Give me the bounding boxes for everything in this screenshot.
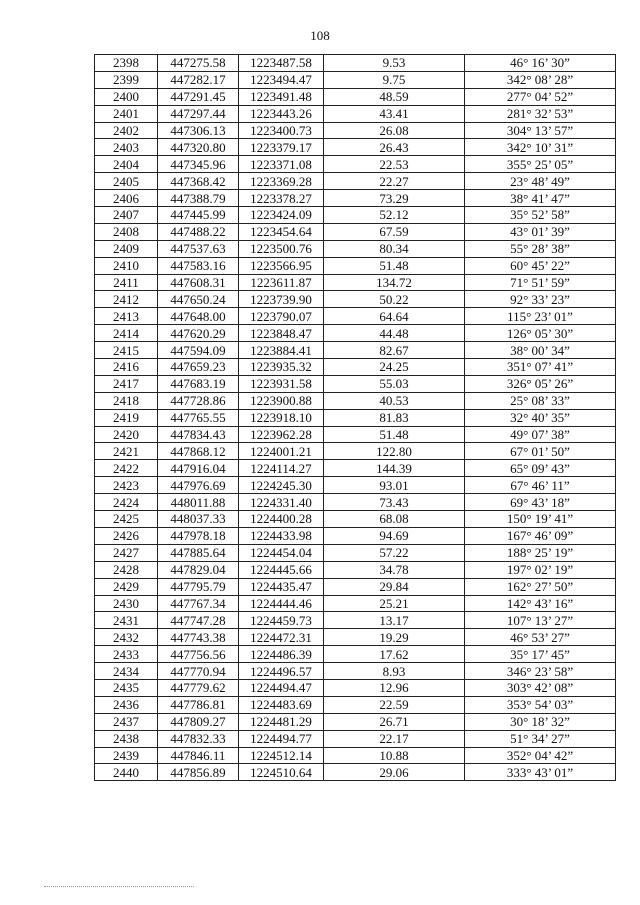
distance-cell: 51.48 <box>324 257 465 274</box>
y-coordinate-cell: 1224510.64 <box>239 764 324 781</box>
table-row <box>95 392 616 409</box>
distance-cell: 122.80 <box>324 443 465 460</box>
point-number-cell: 2412 <box>95 291 158 308</box>
table-row <box>95 88 616 105</box>
y-coordinate-cell: 1223739.90 <box>239 291 324 308</box>
point-number-cell: 2432 <box>95 629 158 646</box>
distance-cell: 12.96 <box>324 679 465 696</box>
point-number-cell: 2428 <box>95 561 158 578</box>
bearing-cell: 69° 43’ 18” <box>465 494 616 511</box>
table-row <box>95 544 616 561</box>
bearing-cell: 115° 23’ 01” <box>465 308 616 325</box>
x-coordinate-cell: 447648.00 <box>158 308 239 325</box>
x-coordinate-cell: 447767.34 <box>158 595 239 612</box>
x-coordinate-cell: 447445.99 <box>158 207 239 224</box>
bearing-cell: 346° 23’ 58” <box>465 663 616 680</box>
bearing-cell: 92° 33’ 23” <box>465 291 616 308</box>
point-number-cell: 2422 <box>95 460 158 477</box>
table-row <box>95 426 616 443</box>
distance-cell: 144.39 <box>324 460 465 477</box>
coordinates-table <box>94 54 616 781</box>
x-coordinate-cell: 447770.94 <box>158 663 239 680</box>
y-coordinate-cell: 1224445.66 <box>239 561 324 578</box>
x-coordinate-cell: 447583.16 <box>158 257 239 274</box>
point-number-cell: 2400 <box>95 88 158 105</box>
point-number-cell: 2439 <box>95 747 158 764</box>
x-coordinate-cell: 447765.55 <box>158 409 239 426</box>
distance-cell: 13.17 <box>324 612 465 629</box>
x-coordinate-cell: 447320.80 <box>158 139 239 156</box>
bearing-cell: 107° 13’ 27” <box>465 612 616 629</box>
bearing-cell: 35° 17’ 45” <box>465 646 616 663</box>
table-row <box>95 122 616 139</box>
table-row <box>95 308 616 325</box>
table-row <box>95 679 616 696</box>
x-coordinate-cell: 447856.89 <box>158 764 239 781</box>
point-number-cell: 2434 <box>95 663 158 680</box>
x-coordinate-cell: 447594.09 <box>158 342 239 359</box>
y-coordinate-cell: 1223487.58 <box>239 55 324 72</box>
footer-scan-mark <box>44 886 194 887</box>
y-coordinate-cell: 1223494.47 <box>239 71 324 88</box>
distance-cell: 48.59 <box>324 88 465 105</box>
x-coordinate-cell: 447809.27 <box>158 713 239 730</box>
bearing-cell: 188° 25’ 19” <box>465 544 616 561</box>
bearing-cell: 333° 43’ 01” <box>465 764 616 781</box>
y-coordinate-cell: 1224496.57 <box>239 663 324 680</box>
table-row <box>95 55 616 72</box>
table-row <box>95 527 616 544</box>
point-number-cell: 2416 <box>95 359 158 376</box>
y-coordinate-cell: 1224433.98 <box>239 527 324 544</box>
point-number-cell: 2403 <box>95 139 158 156</box>
point-number-cell: 2399 <box>95 71 158 88</box>
distance-cell: 51.48 <box>324 426 465 443</box>
point-number-cell: 2413 <box>95 308 158 325</box>
y-coordinate-cell: 1223611.87 <box>239 274 324 291</box>
bearing-cell: 49° 07’ 38” <box>465 426 616 443</box>
bearing-cell: 150° 19’ 41” <box>465 511 616 528</box>
point-number-cell: 2401 <box>95 105 158 122</box>
distance-cell: 8.93 <box>324 663 465 680</box>
y-coordinate-cell: 1223454.64 <box>239 223 324 240</box>
y-coordinate-cell: 1223379.17 <box>239 139 324 156</box>
y-coordinate-cell: 1223900.88 <box>239 392 324 409</box>
x-coordinate-cell: 447832.33 <box>158 730 239 747</box>
table-row <box>95 240 616 257</box>
table-row <box>95 730 616 747</box>
y-coordinate-cell: 1224114.27 <box>239 460 324 477</box>
table-row <box>95 342 616 359</box>
distance-cell: 67.59 <box>324 223 465 240</box>
bearing-cell: 46° 16’ 30” <box>465 55 616 72</box>
distance-cell: 10.88 <box>324 747 465 764</box>
x-coordinate-cell: 447650.24 <box>158 291 239 308</box>
distance-cell: 73.29 <box>324 190 465 207</box>
point-number-cell: 2437 <box>95 713 158 730</box>
y-coordinate-cell: 1224486.39 <box>239 646 324 663</box>
table-row <box>95 511 616 528</box>
x-coordinate-cell: 447786.81 <box>158 696 239 713</box>
x-coordinate-cell: 447368.42 <box>158 173 239 190</box>
x-coordinate-cell: 447846.11 <box>158 747 239 764</box>
table-row <box>95 257 616 274</box>
y-coordinate-cell: 1224444.46 <box>239 595 324 612</box>
table-row <box>95 477 616 494</box>
table-row <box>95 764 616 781</box>
point-number-cell: 2440 <box>95 764 158 781</box>
y-coordinate-cell: 1223918.10 <box>239 409 324 426</box>
y-coordinate-cell: 1223931.58 <box>239 375 324 392</box>
x-coordinate-cell: 447291.45 <box>158 88 239 105</box>
table-row <box>95 747 616 764</box>
distance-cell: 43.41 <box>324 105 465 122</box>
x-coordinate-cell: 447537.63 <box>158 240 239 257</box>
y-coordinate-cell: 1223424.09 <box>239 207 324 224</box>
distance-cell: 22.53 <box>324 156 465 173</box>
point-number-cell: 2425 <box>95 511 158 528</box>
distance-cell: 25.21 <box>324 595 465 612</box>
bearing-cell: 304° 13’ 57” <box>465 122 616 139</box>
y-coordinate-cell: 1223566.95 <box>239 257 324 274</box>
x-coordinate-cell: 447728.86 <box>158 392 239 409</box>
distance-cell: 68.08 <box>324 511 465 528</box>
y-coordinate-cell: 1224459.73 <box>239 612 324 629</box>
table-row <box>95 274 616 291</box>
table-row <box>95 409 616 426</box>
point-number-cell: 2438 <box>95 730 158 747</box>
table-row <box>95 375 616 392</box>
distance-cell: 19.29 <box>324 629 465 646</box>
distance-cell: 50.22 <box>324 291 465 308</box>
point-number-cell: 2426 <box>95 527 158 544</box>
bearing-cell: 32° 40’ 35” <box>465 409 616 426</box>
distance-cell: 17.62 <box>324 646 465 663</box>
distance-cell: 29.84 <box>324 578 465 595</box>
x-coordinate-cell: 448011.88 <box>158 494 239 511</box>
x-coordinate-cell: 447885.64 <box>158 544 239 561</box>
x-coordinate-cell: 447829.04 <box>158 561 239 578</box>
distance-cell: 29.06 <box>324 764 465 781</box>
distance-cell: 55.03 <box>324 375 465 392</box>
point-number-cell: 2435 <box>95 679 158 696</box>
bearing-cell: 353° 54’ 03” <box>465 696 616 713</box>
y-coordinate-cell: 1224454.04 <box>239 544 324 561</box>
y-coordinate-cell: 1223848.47 <box>239 325 324 342</box>
bearing-cell: 303° 42’ 08” <box>465 679 616 696</box>
bearing-cell: 352° 04’ 42” <box>465 747 616 764</box>
y-coordinate-cell: 1224481.29 <box>239 713 324 730</box>
bearing-cell: 351° 07’ 41” <box>465 359 616 376</box>
bearing-cell: 281° 32’ 53” <box>465 105 616 122</box>
bearing-cell: 342° 10’ 31” <box>465 139 616 156</box>
y-coordinate-cell: 1224245.30 <box>239 477 324 494</box>
bearing-cell: 23° 48’ 49” <box>465 173 616 190</box>
table-row <box>95 71 616 88</box>
x-coordinate-cell: 447297.44 <box>158 105 239 122</box>
table-row <box>95 494 616 511</box>
y-coordinate-cell: 1224472.31 <box>239 629 324 646</box>
bearing-cell: 277° 04’ 52” <box>465 88 616 105</box>
distance-cell: 40.53 <box>324 392 465 409</box>
y-coordinate-cell: 1223371.08 <box>239 156 324 173</box>
bearing-cell: 197° 02’ 19” <box>465 561 616 578</box>
x-coordinate-cell: 447388.79 <box>158 190 239 207</box>
distance-cell: 81.83 <box>324 409 465 426</box>
bearing-cell: 162° 27’ 50” <box>465 578 616 595</box>
distance-cell: 22.59 <box>324 696 465 713</box>
distance-cell: 57.22 <box>324 544 465 561</box>
bearing-cell: 38° 41’ 47” <box>465 190 616 207</box>
x-coordinate-cell: 447345.96 <box>158 156 239 173</box>
distance-cell: 9.53 <box>324 55 465 72</box>
bearing-cell: 71° 51’ 59” <box>465 274 616 291</box>
x-coordinate-cell: 447834.43 <box>158 426 239 443</box>
table-row <box>95 595 616 612</box>
point-number-cell: 2415 <box>95 342 158 359</box>
distance-cell: 34.78 <box>324 561 465 578</box>
table-row <box>95 646 616 663</box>
x-coordinate-cell: 447275.58 <box>158 55 239 72</box>
point-number-cell: 2406 <box>95 190 158 207</box>
x-coordinate-cell: 447620.29 <box>158 325 239 342</box>
bearing-cell: 35° 52’ 58” <box>465 207 616 224</box>
table-row <box>95 105 616 122</box>
x-coordinate-cell: 447756.56 <box>158 646 239 663</box>
table-row <box>95 713 616 730</box>
y-coordinate-cell: 1224001.21 <box>239 443 324 460</box>
table-row <box>95 325 616 342</box>
y-coordinate-cell: 1223491.48 <box>239 88 324 105</box>
y-coordinate-cell: 1224494.77 <box>239 730 324 747</box>
bearing-cell: 342° 08’ 28” <box>465 71 616 88</box>
y-coordinate-cell: 1223369.28 <box>239 173 324 190</box>
bearing-cell: 30° 18’ 32” <box>465 713 616 730</box>
point-number-cell: 2402 <box>95 122 158 139</box>
table-row <box>95 156 616 173</box>
point-number-cell: 2409 <box>95 240 158 257</box>
point-number-cell: 2429 <box>95 578 158 595</box>
distance-cell: 22.17 <box>324 730 465 747</box>
distance-cell: 73.43 <box>324 494 465 511</box>
y-coordinate-cell: 1223790.07 <box>239 308 324 325</box>
bearing-cell: 60° 45’ 22” <box>465 257 616 274</box>
point-number-cell: 2411 <box>95 274 158 291</box>
x-coordinate-cell: 447659.23 <box>158 359 239 376</box>
table-row <box>95 578 616 595</box>
x-coordinate-cell: 447978.18 <box>158 527 239 544</box>
bearing-cell: 355° 25’ 05” <box>465 156 616 173</box>
distance-cell: 134.72 <box>324 274 465 291</box>
bearing-cell: 67° 01’ 50” <box>465 443 616 460</box>
y-coordinate-cell: 1223884.41 <box>239 342 324 359</box>
point-number-cell: 2417 <box>95 375 158 392</box>
y-coordinate-cell: 1224435.47 <box>239 578 324 595</box>
point-number-cell: 2436 <box>95 696 158 713</box>
table-body <box>95 55 616 781</box>
x-coordinate-cell: 447306.13 <box>158 122 239 139</box>
table-row <box>95 460 616 477</box>
point-number-cell: 2424 <box>95 494 158 511</box>
bearing-cell: 25° 08’ 33” <box>465 392 616 409</box>
bearing-cell: 55° 28’ 38” <box>465 240 616 257</box>
point-number-cell: 2414 <box>95 325 158 342</box>
distance-cell: 94.69 <box>324 527 465 544</box>
x-coordinate-cell: 447488.22 <box>158 223 239 240</box>
point-number-cell: 2419 <box>95 409 158 426</box>
point-number-cell: 2430 <box>95 595 158 612</box>
y-coordinate-cell: 1224512.14 <box>239 747 324 764</box>
table-row <box>95 190 616 207</box>
bearing-cell: 51° 34’ 27” <box>465 730 616 747</box>
table-row <box>95 291 616 308</box>
y-coordinate-cell: 1223935.32 <box>239 359 324 376</box>
bearing-cell: 67° 46’ 11” <box>465 477 616 494</box>
x-coordinate-cell: 447795.79 <box>158 578 239 595</box>
point-number-cell: 2427 <box>95 544 158 561</box>
point-number-cell: 2421 <box>95 443 158 460</box>
bearing-cell: 65° 09’ 43” <box>465 460 616 477</box>
table-row <box>95 561 616 578</box>
y-coordinate-cell: 1224400.28 <box>239 511 324 528</box>
bearing-cell: 38° 00’ 34” <box>465 342 616 359</box>
point-number-cell: 2420 <box>95 426 158 443</box>
distance-cell: 24.25 <box>324 359 465 376</box>
x-coordinate-cell: 447976.69 <box>158 477 239 494</box>
distance-cell: 93.01 <box>324 477 465 494</box>
table-row <box>95 612 616 629</box>
table-row <box>95 663 616 680</box>
distance-cell: 26.08 <box>324 122 465 139</box>
y-coordinate-cell: 1224331.40 <box>239 494 324 511</box>
distance-cell: 80.34 <box>324 240 465 257</box>
bearing-cell: 167° 46’ 09” <box>465 527 616 544</box>
y-coordinate-cell: 1224494.47 <box>239 679 324 696</box>
y-coordinate-cell: 1224483.69 <box>239 696 324 713</box>
point-number-cell: 2408 <box>95 223 158 240</box>
table-row <box>95 139 616 156</box>
point-number-cell: 2433 <box>95 646 158 663</box>
x-coordinate-cell: 447868.12 <box>158 443 239 460</box>
point-number-cell: 2405 <box>95 173 158 190</box>
distance-cell: 52.12 <box>324 207 465 224</box>
bearing-cell: 43° 01’ 39” <box>465 223 616 240</box>
distance-cell: 22.27 <box>324 173 465 190</box>
distance-cell: 64.64 <box>324 308 465 325</box>
x-coordinate-cell: 448037.33 <box>158 511 239 528</box>
page-number: 108 <box>310 28 330 43</box>
x-coordinate-cell: 447608.31 <box>158 274 239 291</box>
x-coordinate-cell: 447916.04 <box>158 460 239 477</box>
x-coordinate-cell: 447683.19 <box>158 375 239 392</box>
y-coordinate-cell: 1223500.76 <box>239 240 324 257</box>
distance-cell: 44.48 <box>324 325 465 342</box>
point-number-cell: 2431 <box>95 612 158 629</box>
table-row <box>95 629 616 646</box>
table-row <box>95 359 616 376</box>
bearing-cell: 142° 43’ 16” <box>465 595 616 612</box>
table-row <box>95 173 616 190</box>
point-number-cell: 2410 <box>95 257 158 274</box>
table-row <box>95 207 616 224</box>
bearing-cell: 126° 05’ 30” <box>465 325 616 342</box>
distance-cell: 82.67 <box>324 342 465 359</box>
table-row <box>95 223 616 240</box>
table-row <box>95 696 616 713</box>
x-coordinate-cell: 447282.17 <box>158 71 239 88</box>
y-coordinate-cell: 1223400.73 <box>239 122 324 139</box>
bearing-cell: 326° 05’ 26” <box>465 375 616 392</box>
y-coordinate-cell: 1223962.28 <box>239 426 324 443</box>
y-coordinate-cell: 1223378.27 <box>239 190 324 207</box>
bearing-cell: 46° 53’ 27” <box>465 629 616 646</box>
x-coordinate-cell: 447743.38 <box>158 629 239 646</box>
distance-cell: 26.43 <box>324 139 465 156</box>
point-number-cell: 2423 <box>95 477 158 494</box>
point-number-cell: 2418 <box>95 392 158 409</box>
distance-cell: 9.75 <box>324 71 465 88</box>
y-coordinate-cell: 1223443.26 <box>239 105 324 122</box>
point-number-cell: 2398 <box>95 55 158 72</box>
x-coordinate-cell: 447779.62 <box>158 679 239 696</box>
point-number-cell: 2404 <box>95 156 158 173</box>
distance-cell: 26.71 <box>324 713 465 730</box>
x-coordinate-cell: 447747.28 <box>158 612 239 629</box>
point-number-cell: 2407 <box>95 207 158 224</box>
table-row <box>95 443 616 460</box>
